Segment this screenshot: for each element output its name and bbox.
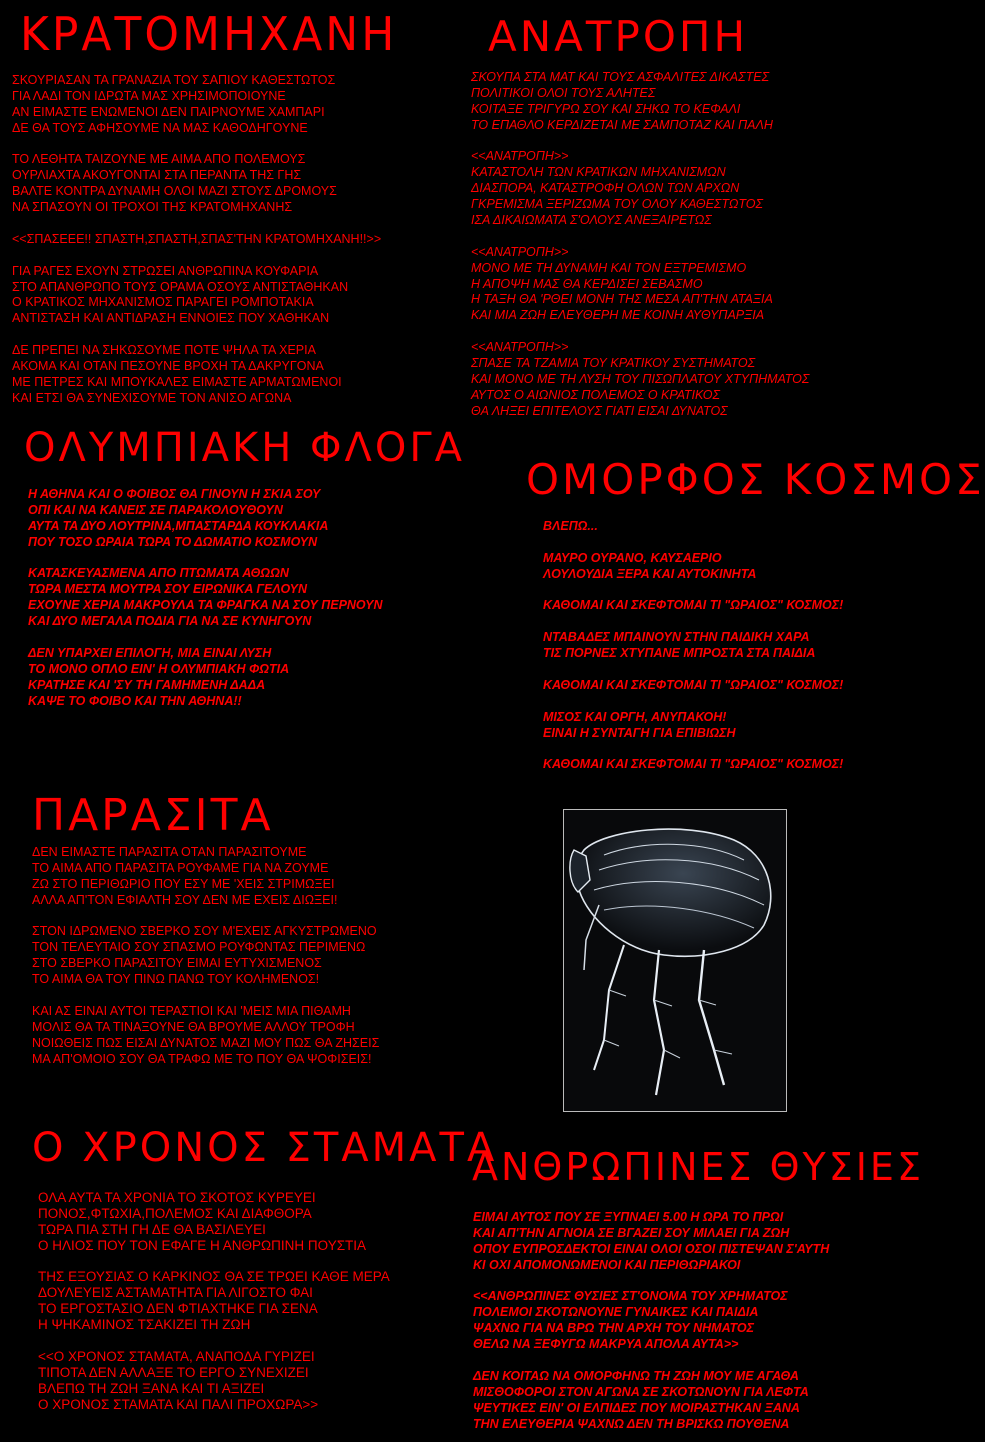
poem-line: Η ΨΗΚΑΜΙΝΟΣ ΤΣΑΚΙΖΕΙ ΤΗ ΖΩΗ xyxy=(38,1317,251,1333)
poem-line: ΣΚΟΥΠΑ ΣΤΑ ΜΑΤ ΚΑΙ ΤΟΥΣ ΑΣΦΑΛΙΤΕΣ ΔΙΚΑΣΤΕΣ xyxy=(471,70,770,84)
poem-olympiaki-floga xyxy=(28,487,383,709)
poem-line: ΔΕ ΠΡΕΠΕΙ ΝΑ ΣΗΚΩΣΟΥΜΕ ΠΟΤΕ ΨΗΛΑ ΤΑ ΧΕΡΙΑ xyxy=(12,343,316,358)
poem-line: ΤΟ ΑΙΜΑ ΘΑ ΤΟΥ ΠΙΝΩ ΠΑΝΩ ΤΟΥ ΚΟΛΗΜΕΝΟΣ! xyxy=(32,972,320,987)
poem-line: ΘΕΛΩ ΝΑ ΞΕΦΥΓΩ ΜΑΚΡΥΑ ΑΠΟΛΑ ΑΥΤΑ>> xyxy=(473,1337,739,1352)
poem-line: ΨΕΥΤΙΚΕΣ ΕΙΝ' ΟΙ ΕΛΠΙΔΕΣ ΠΟΥ ΜΟΙΡΑΣΤΗΚΑΝ ΞΑΝΑ xyxy=(473,1400,800,1415)
poem-line: ΚΑΙ ΔΥΟ ΜΕΓΑΛΑ ΠΟΔΙΑ ΓΙΑ ΝΑ ΣΕ ΚΥΝΗΓΟΥΝ xyxy=(28,614,312,629)
stanza xyxy=(471,340,809,419)
stanza xyxy=(473,1210,829,1274)
stanza xyxy=(12,343,381,407)
poem-line: ΤΟ ΜΟΝΟ ΟΠΛΟ ΕΙΝ' Η ΟΛΥΜΠΙΑΚΗ ΦΩΤΙΑ xyxy=(28,661,290,676)
stanza xyxy=(543,551,843,583)
flea-illustration xyxy=(563,809,787,1112)
poem-line: ΜΑ ΑΠ'ΟΜΟΙΟ ΣΟΥ ΘΑ ΤΡΑΦΩ ΜΕ ΤΟ ΠΟΥ ΘΑ ΨΟΦΙΣΕΙΣ! xyxy=(32,1051,372,1066)
poem-line: ΚΑΘΟΜΑΙ ΚΑΙ ΣΚΕΦΤΟΜΑΙ ΤΙ "ΩΡΑΙΟΣ" ΚΟΣΜΟΣ! xyxy=(543,757,844,772)
poem-line: <<Ο ΧΡΟΝΟΣ ΣΤΑΜΑΤΑ, ΑΝΑΠΟΔΑ ΓΥΡΙΖΕΙ xyxy=(38,1348,315,1364)
poem-line: Ο ΚΡΑΤΙΚΟΣ ΜΗΧΑΝΙΣΜΟΣ ΠΑΡΑΓΕΙ ΡΟΜΠΟΤΑΚΙΑ xyxy=(12,295,314,310)
poem-line: ΚΑΙ ΜΟΝΟ ΜΕ ΤΗ ΛΥΣΗ ΤΟΥ ΠΙΣΩΠΛΑΤΟΥ ΧΤΥΠΗΜΑΤΟΣ xyxy=(471,371,810,386)
poem-line: ΤΗΣ ΕΞΟΥΣΙΑΣ Ο ΚΑΡΚΙΝΟΣ ΘΑ ΣΕ ΤΡΩΕΙ ΚΑΘΕ ΜΕΡΑ xyxy=(38,1269,390,1285)
poem-line: ΤΗΝ ΕΛΕΥΘΕΡΙΑ ΨΑΧΝΩ ΔΕΝ ΤΗ ΒΡΙΣΚΩ ΠΟΥΘΕΝΑ xyxy=(473,1416,790,1431)
poem-line: ΑΥΤΟΣ Ο ΑΙΩΝΙΟΣ ΠΟΛΕΜΟΣ Ο ΚΡΑΤΙΚΟΣ xyxy=(471,387,720,402)
poem-line: ΣΤΟ ΣΒΕΡΚΟ ΠΑΡΑΣΙΤΟΥ ΕΙΜΑΙ ΕΥΤΥΧΙΣΜΕΝΟΣ xyxy=(32,956,322,971)
poem-line: Ο ΧΡΟΝΟΣ ΣΤΑΜΑΤΑ ΚΑΙ ΠΑΛΙ ΠΡΟΧΩΡΑ>> xyxy=(38,1396,319,1412)
poem-line: ΔΙΑΣΠΟΡΑ, ΚΑΤΑΣΤΡΟΦΗ ΟΛΩΝ ΤΩΝ ΑΡΧΩΝ xyxy=(471,181,740,196)
title-parasita: ΠΑΡΑΣΙΤΑ xyxy=(32,790,274,841)
stanza xyxy=(543,630,843,662)
stanza xyxy=(543,678,843,694)
poem-line: ΝΑ ΣΠΑΣΟΥΝ ΟΙ ΤΡΟΧΟΙ ΤΗΣ ΚΡΑΤΟΜΗΧΑΝΗΣ xyxy=(12,200,293,215)
poem-line: ΚΡΑΤΗΣΕ ΚΑΙ 'ΣΥ ΤΗ ΓΑΜΗΜΕΝΗ ΔΑΔΑ xyxy=(28,677,266,692)
poem-line: ΚΟΙΤΑΞΕ ΤΡΙΓΥΡΩ ΣΟΥ ΚΑΙ ΣΗΚΩ ΤΟ ΚΕΦΑΛΙ xyxy=(471,101,741,116)
poem-line: ΠΟΥ ΤΟΣΟ ΩΡΑΙΑ ΤΩΡΑ ΤΟ ΔΩΜΑΤΙΟ ΚΟΣΜΟΥΝ xyxy=(28,534,318,549)
stanza xyxy=(32,924,379,988)
stanza xyxy=(38,1268,390,1332)
stanza xyxy=(12,232,381,248)
poem-line: ΚΑΘΟΜΑΙ ΚΑΙ ΣΚΕΦΤΟΜΑΙ ΤΙ "ΩΡΑΙΟΣ" ΚΟΣΜΟΣ! xyxy=(543,677,844,692)
poem-line: ΖΩ ΣΤΟ ΠΕΡΙΘΩΡΙΟ ΠΟΥ ΕΣΥ ΜΕ 'ΧΕΙΣ ΣΤΡΙΜΩΞΕΙ xyxy=(32,876,335,891)
poem-line: ΚΑΨΕ ΤΟ ΦΟΙΒΟ ΚΑΙ ΤΗΝ ΑΘΗΝΑ!! xyxy=(28,693,242,708)
stanza xyxy=(471,70,809,134)
poem-line: ΝΤΑΒΑΔΕΣ ΜΠΑΙΝΟΥΝ ΣΤΗΝ ΠΑΙΔΙΚΗ ΧΑΡΑ xyxy=(543,630,810,645)
poem-line: ΝΟΙΩΘΕΙΣ ΠΩΣ ΕΙΣΑΙ ΔΥΝΑΤΟΣ ΜΑΖΙ ΜΟΥ ΠΩΣ ΘΑ ΖΗΣΕΙΣ xyxy=(32,1035,380,1050)
stanza xyxy=(473,1289,829,1353)
poem-line: ΤΟ ΛΕΘΗΤΑ ΤΑΙΖΟΥΝΕ ΜΕ ΑΙΜΑ ΑΠΟ ΠΟΛΕΜΟΥΣ xyxy=(12,152,306,167)
poem-line: ΟΠΟΥ ΕΥΠΡΟΣΔΕΚΤΟΙ ΕΙΝΑΙ ΟΛΟΙ ΟΣΟΙ ΠΙΣΤΕΨΑΝ Σ'ΑΥΤΗ xyxy=(473,1241,830,1256)
poem-line: ΑΚΟΜΑ ΚΑΙ ΟΤΑΝ ΠΕΣΟΥΝΕ ΒΡΟΧΗ ΤΑ ΔΑΚΡΥΓΟΝΑ xyxy=(12,359,324,374)
poem-line: ΒΛΕΠΩ ΤΗ ΖΩΗ ΞΑΝΑ ΚΑΙ ΤΙ ΑΞΙΖΕΙ xyxy=(38,1380,265,1396)
poem-line: <<ΑΝΑΤΡΟΠΗ>> xyxy=(471,149,569,164)
poem-line: ΓΚΡΕΜΙΣΜΑ ΞΕΡΙΖΩΜΑ ΤΟΥ ΟΛΟΥ ΚΑΘΕΣΤΩΤΟΣ xyxy=(471,197,763,212)
poem-line: ΓΙΑ ΡΑΓΕΣ ΕΧΟΥΝ ΣΤΡΩΣΕΙ ΑΝΘΡΩΠΙΝΑ ΚΟΥΦΑΡΙΑ xyxy=(12,263,319,278)
stanza xyxy=(38,1348,390,1412)
poem-line: ΜΟΛΙΣ ΘΑ ΤΑ ΤΙΝΑΞΟΥΝΕ ΘΑ ΒΡΟΥΜΕ ΑΛΛΟΥ ΤΡΟΦΗ xyxy=(32,1019,355,1034)
poem-line: ΣΠΑΣΕ ΤΑ ΤΖΑΜΙΑ ΤΟΥ ΚΡΑΤΙΚΟΥ ΣΥΣΤΗΜΑΤΟΣ xyxy=(471,356,756,371)
poem-kratomixani xyxy=(12,73,381,407)
title-kratomixani: ΚΡΑΤΟΜΗΧΑΝΗ xyxy=(20,8,398,62)
title-xronos-stamata: Ο ΧΡΟΝΟΣ ΣΤΑΜΑΤΑ xyxy=(32,1125,498,1171)
title-omorfos-kosmos: ΟΜΟΡΦΟΣ ΚΟΣΜΟΣ xyxy=(526,455,985,504)
stanza xyxy=(28,487,383,551)
poem-anatropi xyxy=(471,70,809,420)
poem-xronos-stamata xyxy=(38,1189,390,1411)
poem-line: ΤΩΡΑ ΠΙΑ ΣΤΗ ΓΗ ΔΕ ΘΑ ΒΑΣΙΛΕΥΕΙ xyxy=(38,1221,266,1237)
poem-line: ΜΙΣΟΣ ΚΑΙ ΟΡΓΗ, ΑΝΥΠΑΚΟΗ! xyxy=(543,709,727,724)
poem-line: ΑΥΤΑ ΤΑ ΔΥΟ ΛΟΥΤΡΙΝΑ,ΜΠΑΣΤΑΡΔΑ ΚΟΥΚΛΑΚΙΑ xyxy=(28,518,329,533)
stanza xyxy=(543,598,843,614)
poem-line: ΣΤΟΝ ΙΔΡΩΜΕΝΟ ΣΒΕΡΚΟ ΣΟΥ Μ'ΕΧΕΙΣ ΑΓΚΥΣΤΡΩΜΕΝΟ xyxy=(32,924,377,939)
poem-line: ΚΑΙ ΕΤΣΙ ΘΑ ΣΥΝΕΧΙΣΟΥΜΕ ΤΟΝ ΑΝΙΣΟ ΑΓΩΝΑ xyxy=(12,390,292,405)
poem-line: Η ΑΘΗΝΑ ΚΑΙ Ο ΦΟΙΒΟΣ ΘΑ ΓΙΝΟΥΝ Η ΣΚΙΑ ΣΟΥ xyxy=(28,487,321,501)
stanza xyxy=(543,519,843,535)
poem-line: ΤΩΡΑ ΜΕΣΤΑ ΜΟΥΤΡΑ ΣΟΥ ΕΙΡΩΝΙΚΑ ΓΕΛΟΥΝ xyxy=(28,582,308,597)
poem-line: ΑΛΛΑ ΑΠ'ΤΟΝ ΕΦΙΑΛΤΗ ΣΟΥ ΔΕΝ ΜΕ ΕΧΕΙΣ ΔΙΩΞΕΙ! xyxy=(32,892,338,907)
poem-line: ΤΙΠΟΤΑ ΔΕΝ ΑΛΛΑΞΕ ΤΟ ΕΡΓΟ ΣΥΝΕΧΙΖΕΙ xyxy=(38,1364,309,1380)
poem-line: ΠΟΛΙΤΙΚΟΙ ΟΛΟΙ ΤΟΥΣ ΑΛΗΤΕΣ xyxy=(471,85,656,100)
stanza xyxy=(543,710,843,742)
poem-line: ΓΙΑ ΛΑΔΙ ΤΟΝ ΙΔΡΩΤΑ ΜΑΣ ΧΡΗΣΙΜΟΠΟΙΟΥΝΕ xyxy=(12,88,286,103)
poem-line: Ο ΗΛΙΟΣ ΠΟΥ ΤΟΝ ΕΦΑΓΕ Η ΑΝΘΡΩΠΙΝΗ ΠΟΥΣΤΙΑ xyxy=(38,1237,367,1253)
poem-line: ΟΥΡΛΙΑΧΤΑ ΑΚΟΥΓΟΝΤΑΙ ΣΤΑ ΠΕΡΑΝΤΑ ΤΗΣ ΓΗΣ xyxy=(12,168,302,183)
poem-line: ΟΛΑ ΑΥΤΑ ΤΑ ΧΡΟΝΙΑ ΤΟ ΣΚΟΤΟΣ ΚΥΡΕΥΕΙ xyxy=(38,1190,316,1205)
poem-line: ΕΧΟΥΝΕ ΧΕΡΙΑ ΜΑΚΡΟΥΛΑ ΤΑ ΦΡΑΓΚΑ ΝΑ ΣΟΥ ΠΕΡΝΟΥΝ xyxy=(28,598,383,613)
poem-line: ΕΙΝΑΙ Η ΣΥΝΤΑΓΗ ΓΙΑ ΕΠΙΒΙΩΣΗ xyxy=(543,725,736,740)
poem-line: ΣΚΟΥΡΙΑΣΑΝ ΤΑ ΓΡΑΝΑΖΙΑ ΤΟΥ ΣΑΠΙΟΥ ΚΑΘΕΣΤΩΤΟΣ xyxy=(12,73,336,87)
stanza xyxy=(28,566,383,630)
poem-line: <<ΑΝΘΡΩΠΙΝΕΣ ΘΥΣΙΕΣ ΣΤ'ΟΝΟΜΑ ΤΟΥ ΧΡΗΜΑΤΟΣ xyxy=(473,1289,788,1304)
poem-line: ΘΑ ΛΗΞΕΙ ΕΠΙΤΕΛΟΥΣ ΓΙΑΤΙ ΕΙΣΑΙ ΔΥΝΑΤΟΣ xyxy=(471,403,728,418)
poem-line: ΙΣΑ ΔΙΚΑΙΩΜΑΤΑ Σ'ΟΛΟΥΣ ΑΝΕΞΑΙΡΕΤΩΣ xyxy=(471,213,712,228)
poem-line: ΔΕΝ ΥΠΑΡΧΕΙ ΕΠΙΛΟΓΗ, ΜΙΑ ΕΙΝΑΙ ΛΥΣΗ xyxy=(28,645,272,660)
poem-line: ΠΟΛΕΜΟΙ ΣΚΟΤΩΝΟΥΝΕ ΓΥΝΑΙΚΕΣ ΚΑΙ ΠΑΙΔΙΑ xyxy=(473,1305,759,1320)
poem-line: ΚΑΙ ΜΙΑ ΖΩΗ ΕΛΕΥΘΕΡΗ ΜΕ ΚΟΙΝΗ ΑΥΘΥΠΑΡΞΙΑ xyxy=(471,308,765,323)
poem-line: ΕΙΜΑΙ ΑΥΤΟΣ ΠΟΥ ΣΕ ΞΥΠΝΑΕΙ 5.00 Η ΩΡΑ ΤΟ ΠΡΩΙ xyxy=(473,1210,784,1224)
title-olympiaki-floga: ΟΛΥΜΠΙΑΚΗ ΦΛΟΓΑ xyxy=(24,425,466,471)
title-anatropi: ΑΝΑΤΡΟΠΗ xyxy=(488,12,749,61)
stanza xyxy=(471,245,809,324)
poem-line: ΨΑΧΝΩ ΓΙΑ ΝΑ ΒΡΩ ΤΗΝ ΑΡΧΗ ΤΟΥ ΝΗΜΑΤΟΣ xyxy=(473,1321,754,1336)
poem-line: ΜΟΝΟ ΜΕ ΤΗ ΔΥΝΑΜΗ ΚΑΙ ΤΟΝ ΕΞΤΡΕΜΙΣΜΟ xyxy=(471,260,747,275)
poem-line: ΑΝΤΙΣΤΑΣΗ ΚΑΙ ΑΝΤΙΔΡΑΣΗ ΕΝΝΟΙΕΣ ΠΟΥ ΧΑΘΗΚΑΝ xyxy=(12,311,330,326)
poem-line: ΚΑΤΑΣΤΟΛΗ ΤΩΝ ΚΡΑΤΙΚΩΝ ΜΗΧΑΝΙΣΜΩΝ xyxy=(471,165,726,180)
poem-line: ΛΟΥΛΟΥΔΙΑ ΞΕΡΑ ΚΑΙ ΑΥΤΟΚΙΝΗΤΑ xyxy=(543,566,757,581)
poem-line: <<ΑΝΑΤΡΟΠΗ>> xyxy=(471,340,569,355)
stanza xyxy=(473,1369,829,1433)
flea-icon xyxy=(564,810,786,1111)
poem-anthropines-thysies xyxy=(473,1210,829,1432)
poem-line: ΜΕ ΠΕΤΡΕΣ ΚΑΙ ΜΠΟΥΚΑΛΕΣ ΕΙΜΑΣΤΕ ΑΡΜΑΤΩΜΕΝΟΙ xyxy=(12,374,342,389)
poem-line: ΒΛΕΠΩ... xyxy=(543,519,598,533)
stanza xyxy=(543,757,843,773)
poem-line: ΔΕ ΘΑ ΤΟΥΣ ΑΦΗΣΟΥΜΕ ΝΑ ΜΑΣ ΚΑΘΟΔΗΓΟΥΝΕ xyxy=(12,120,308,135)
poem-line: ΚΑΙ ΑΣ ΕΙΝΑΙ ΑΥΤΟΙ ΤΕΡΑΣΤΙΟΙ ΚΑΙ 'ΜΕΙΣ ΜΙΑ ΠΙΘΑΜΗ xyxy=(32,1003,351,1018)
stanza xyxy=(32,845,379,909)
poem-line: ΤΙΣ ΠΟΡΝΕΣ ΧΤΥΠΑΝΕ ΜΠΡΟΣΤΑ ΣΤΑ ΠΑΙΔΙΑ xyxy=(543,646,816,661)
poem-line: ΤΟ ΑΙΜΑ ΑΠΟ ΠΑΡΑΣΙΤΑ ΡΟΥΦΑΜΕ ΓΙΑ ΝΑ ΖΟΥΜΕ xyxy=(32,860,329,875)
poem-line: ΤΟ ΕΡΓΟΣΤΑΣΙΟ ΔΕΝ ΦΤΙΑΧΤΗΚΕ ΓΙΑ ΣΕΝΑ xyxy=(38,1301,318,1317)
stanza xyxy=(12,264,381,328)
stanza xyxy=(32,1004,379,1068)
poem-line: <<ΣΠΑΣΕΕΕ!! ΣΠΑΣΤΗ,ΣΠΑΣΤΗ,ΣΠΑΣ'ΤΗΝ ΚΡΑΤΟΜΗΧΑΝΗ!!>> xyxy=(12,231,382,246)
poem-line: ΚΑΘΟΜΑΙ ΚΑΙ ΣΚΕΦΤΟΜΑΙ ΤΙ "ΩΡΑΙΟΣ" ΚΟΣΜΟΣ! xyxy=(543,598,844,613)
poem-line: ΚΙ ΟΧΙ ΑΠΟΜΟΝΩΜΕΝΟΙ ΚΑΙ ΠΕΡΙΘΩΡΙΑΚΟΙ xyxy=(473,1257,741,1272)
poem-line: ΣΤΟ ΑΠΑΝΘΡΩΠΟ ΤΟΥΣ ΟΡΑΜΑ ΟΣΟΥΣ ΑΝΤΙΣΤΑΘΗΚΑΝ xyxy=(12,279,349,294)
poem-line: ΑΝ ΕΙΜΑΣΤΕ ΕΝΩΜΕΝΟΙ ΔΕΝ ΠΑΙΡΝΟΥΜΕ ΧΑΜΠΑΡΙ xyxy=(12,104,325,119)
stanza xyxy=(38,1189,390,1253)
poem-line: Η ΤΑΞΗ ΘΑ 'ΡΘΕΙ ΜΟΝΗ ΤΗΣ ΜΕΣΑ ΑΠ'ΤΗΝ ΑΤΑΞΙΑ xyxy=(471,292,773,307)
stanza xyxy=(12,152,381,216)
poem-line: ΔΕΝ ΚΟΙΤΑΩ ΝΑ ΟΜΟΡΦΗΝΩ ΤΗ ΖΩΗ ΜΟΥ ΜΕ ΑΓΑΘΑ xyxy=(473,1368,799,1383)
poem-line: ΤΟΝ ΤΕΛΕΥΤΑΙΟ ΣΟΥ ΣΠΑΣΜΟ ΡΟΥΦΩΝΤΑΣ ΠΕΡΙΜΕΝΩ xyxy=(32,940,366,955)
stanza xyxy=(12,73,381,137)
poem-line: ΤΟ ΕΠΑΘΛΟ ΚΕΡΔΙΖΕΤΑΙ ΜΕ ΣΑΜΠΟΤΑΖ ΚΑΙ ΠΑΛΗ xyxy=(471,117,773,132)
poem-line: ΔΕΝ ΕΙΜΑΣΤΕ ΠΑΡΑΣΙΤΑ ΟΤΑΝ ΠΑΡΑΣΙΤΟΥΜΕ xyxy=(32,845,307,859)
poem-line: ΜΙΣΘΟΦΟΡΟΙ ΣΤΟΝ ΑΓΩΝΑ ΣΕ ΣΚΟΤΩΝΟΥΝ ΓΙΑ ΛΕΦΤΑ xyxy=(473,1384,809,1399)
poem-line: ΔΟΥΛΕΥΕΙΣ ΑΣΤΑΜΑΤΗΤΑ ΓΙΑ ΛΙΓΟΣΤΟ ΦΑΙ xyxy=(38,1285,313,1301)
stanza xyxy=(28,646,383,710)
poem-line: ΒΑΛΤΕ ΚΟΝΤΡΑ ΔΥΝΑΜΗ ΟΛΟΙ ΜΑΖΙ ΣΤΟΥΣ ΔΡΟΜΟΥΣ xyxy=(12,184,337,199)
poem-omorfos-kosmos xyxy=(543,519,843,773)
poem-line: ΚΑΙ ΑΠ'ΤΗΝ ΑΓΝΟΙΑ ΣΕ ΒΓΑΖΕΙ ΣΟΥ ΜΙΛΑΕΙ ΓΙΑ ΖΩΗ xyxy=(473,1225,790,1240)
stanza xyxy=(471,149,809,228)
poem-line: ΚΑΤΑΣΚΕΥΑΣΜΕΝΑ ΑΠΟ ΠΤΩΜΑΤΑ ΑΘΩΩΝ xyxy=(28,566,289,581)
title-anthropines-thysies: ΑΝΘΡΩΠΙΝΕΣ ΘΥΣΙΕΣ xyxy=(472,1145,924,1189)
poem-line: ΟΠΙ ΚΑΙ ΝΑ ΚΑΝΕΙΣ ΣΕ ΠΑΡΑΚΟΛΟΥΘΟΥΝ xyxy=(28,502,283,517)
poem-line: <<ΑΝΑΤΡΟΠΗ>> xyxy=(471,244,569,259)
poem-line: ΠΟΝΟΣ,ΦΤΩΧΙΑ,ΠΟΛΕΜΟΣ ΚΑΙ ΔΙΑΦΘΟΡΑ xyxy=(38,1205,312,1221)
poem-line: ΜΑΥΡΟ ΟΥΡΑΝΟ, ΚΑΥΣΑΕΡΙΟ xyxy=(543,550,722,565)
poem-parasita xyxy=(32,845,379,1067)
poem-line: Η ΑΠΟΨΗ ΜΑΣ ΘΑ ΚΕΡΔΙΣΕΙ ΣΕΒΑΣΜΟ xyxy=(471,276,703,291)
